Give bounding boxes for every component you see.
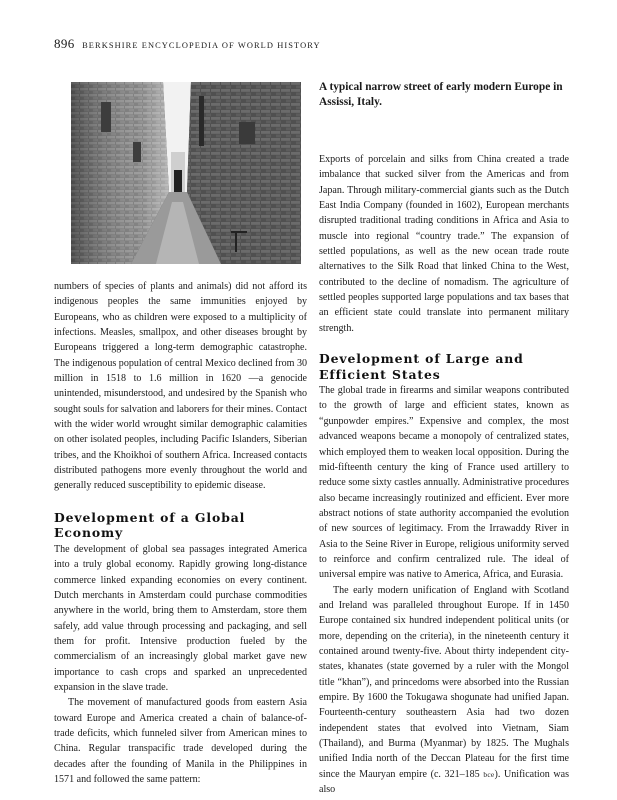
right-paragraph-1: Exports of porcelain and silks from China created a trade imbalance that sucked silver from the Americas and from Japan. Through military-commercial giants such as the Dutch East India Company (founded in 1602), European merchants disrupted traditional trading conditions in Africa and Asia to muscle into regional “country trade.” The expansion of settled populations, as well as the new ocean trade route alternatives to the Silk Road that linked China to the West, contributed to the decline of nomadism. The agriculture of settled peoples supported large populations and tax bases that an efficient state could translate into permanent military strength.	[319, 154, 569, 334]
left-column	[54, 279, 307, 787]
right-paragraph-3-text: The early modern unification of England with Scotland and Ireland was paralleled throughout Europe. If in 1450 Europe contained six hundred independent political units (or more, depending on the criteria), in the nineteenth century it contained around twenty-five. About thirty independent city-states, khanates (state governed by a ruler with the Mongol title “khan”), and princedoms were absorbed into the Russian empire. By 1600 the Tokugawa shogunate had unified Japan. Fourteenth-century southeastern Asia had two dozen independent states that evolved into Vietnam, Siam (Thailand), and Burma (Myanmar) by 1825. The Mughals unified India north of the Deccan Plateau for the first time since the Mauryan empire (c. 321–185	[319, 584, 569, 780]
left-paragraph-2: The development of global sea passages integrated America into a truly global economy. Rapidly growing long-distance commerce linked expanding economies on every continent. Dutch merchants in Amsterdam could purchase commodities anywhere in the world, bring them to Amsterdam, store them safely, add value through processing and packaging, and sell them for profit. Intensive production fueled by the commercialism of an increasingly global market gave new importance to cash crops and sparked an unprecedented expansion in the slave trade.	[54, 543, 307, 693]
narrow-street-photo	[71, 82, 301, 264]
figure-caption: A typical narrow street of early modern Europe in Assissi, Italy.	[319, 81, 563, 108]
right-paragraph-3	[319, 583, 569, 798]
left-paragraph-1: numbers of species of plants and animals) did not afford its indigenous peoples the same immunities enjoyed by Europeans, who as children were exposed to a multiplicity of infections. Measles, smallpox, and other diseases brought by Europeans triggered a long-term demographic catastrophe. The indigenous population of central Mexico declined from 30 million in 1518 to 1.6 million in 1620 —a genocide unintended, misunderstood, and undesired by the Spanish who sought souls for salvation and laborers for their mines. Contact with the wider world wrought similar demographic calamities on other isolated peoples, including Pacific Islanders, Siberian tribes, and the Khoikhoi of southern Africa. Increased contacts distributed pathogens more evenly throughout the world and generally reduced susceptibility to epidemic disease.	[54, 281, 307, 492]
section-heading-large-states: Development of Large and Efficient States	[319, 351, 524, 382]
running-title: BERKSHIRE ENCYCLOPEDIA OF WORLD HISTORY	[82, 41, 321, 50]
right-column	[319, 152, 569, 797]
right-paragraph-2: The global trade in firearms and similar weapons contributed to the growth of large and efficient states, known as “gunpowder empires.” Expensive and complex, the most advanced weapons became a monopoly of centralized states, which employed them to weaken local opposition. During the mid-fifteenth century the king of France used artillery to reduce some sixty castles annually. Administrative procedures also became increasingly routinized and efficient. Ever more abstract notions of state authority accompanied the evolution of new sources of legitimacy. From the Irrawaddy River in Asia to the Seine River in Europe, religious uniformity served to reinforce and confirm centralized rule. The ideal of universal empire was native to America, Africa, and Eurasia.	[319, 385, 569, 581]
era-abbreviation: bce	[483, 769, 495, 779]
running-head	[54, 36, 574, 52]
section-heading-global-economy: Development of a Global Economy	[54, 509, 246, 541]
narrow-street-photo-icon	[71, 82, 301, 264]
right-paragraph-3-tail: ). Unification was also	[319, 768, 570, 796]
left-paragraph-3: The movement of manufactured goods from eastern Asia toward Europe and America created a chain of balance-of-trade deficits, which funneled silver from American mines to China. Regular transpacific trade developed during the decades after the founding of Manila in the Philippines in 1571 and followed the same pattern:	[54, 697, 307, 785]
page-number: 896	[54, 36, 75, 51]
